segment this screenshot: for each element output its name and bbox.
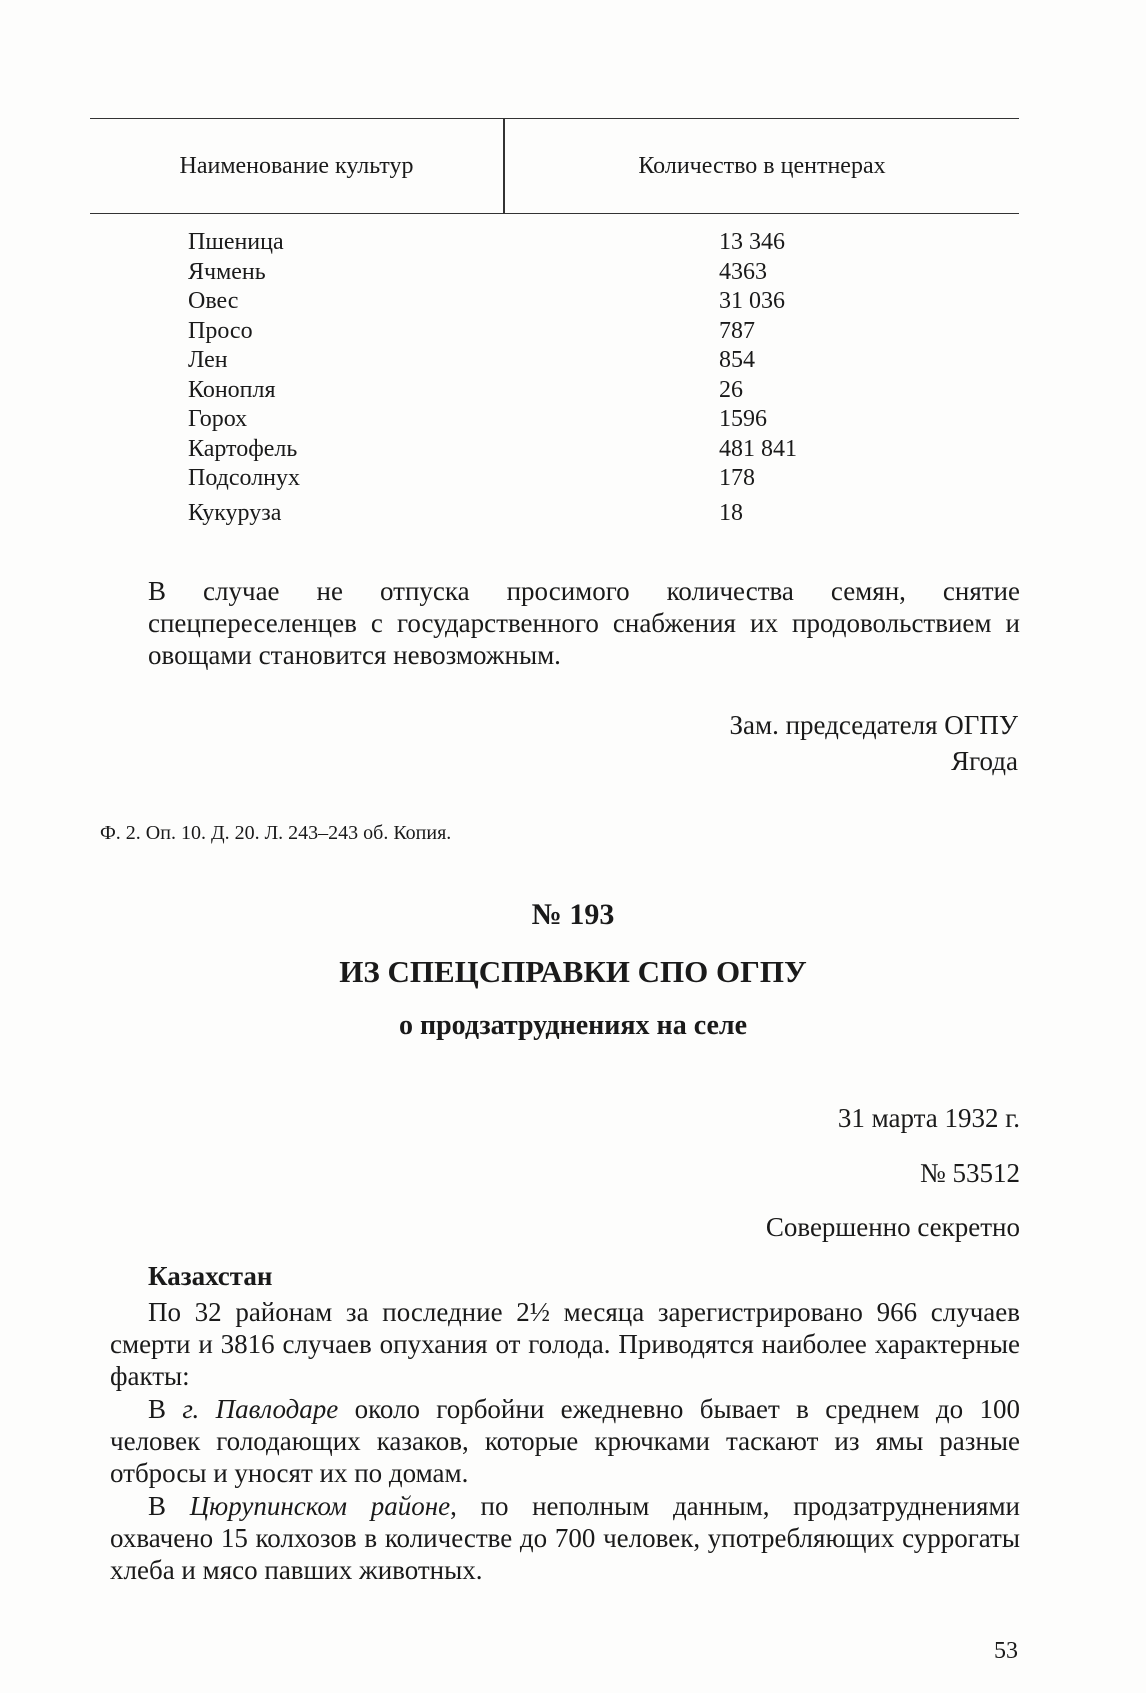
- crop-quantity: 787: [719, 317, 755, 344]
- crop-quantity: 13 346: [719, 229, 785, 255]
- closing-paragraph: В случае не отпуска просимого количества семян, снятие спецпереселенцев с государственного снабжения их продовольствием и овощами становится невозможным.: [148, 576, 1020, 670]
- crop-name: Пшеница: [188, 229, 284, 255]
- table-row: [90, 435, 1019, 465]
- place-name: Цюрупинском районе: [189, 1491, 451, 1521]
- table-row: [90, 405, 1019, 435]
- section-paragraph: [110, 1393, 1020, 1489]
- archive-reference: Ф. 2. Оп. 10. Д. 20. Л. 243–243 об. Копия.: [100, 822, 452, 844]
- table-row: [90, 376, 1019, 406]
- table-row: [90, 464, 1019, 494]
- crop-table: [90, 118, 1019, 526]
- section-heading: Казахстан: [148, 1261, 273, 1291]
- crop-quantity: 178: [719, 465, 755, 491]
- crop-quantity: 854: [719, 347, 755, 373]
- crop-name: Подсолнух: [188, 465, 301, 491]
- crop-quantity: 26: [719, 376, 743, 403]
- place-name: г. Павлодаре: [182, 1394, 339, 1424]
- document-date: 31 марта 1932 г.: [837, 1103, 1020, 1133]
- crop-quantity: 18: [719, 499, 743, 526]
- table-row: [90, 228, 1019, 258]
- document-title: ИЗ СПЕЦСПРАВКИ СПО ОГПУ: [339, 954, 807, 989]
- paragraph-text: , по неполным данным, продзатруднениями охвачено 15 колхозов в количестве до 700 человек, употребляющих суррогаты хлеба и мясо павших животных.: [110, 1491, 1020, 1585]
- crop-name: Конопля: [188, 376, 276, 403]
- signature-name: Ягода: [951, 746, 1018, 776]
- crop-quantity: 31 036: [719, 288, 785, 314]
- table-row: [90, 317, 1019, 347]
- signature-position: Зам. председателя ОГПУ: [729, 710, 1018, 740]
- crop-name: Лен: [188, 347, 228, 373]
- crop-quantity: 1596: [719, 406, 767, 432]
- header-quantity: Количество в центнерах: [638, 153, 886, 179]
- table-header: [90, 118, 1019, 214]
- paragraph-text: около горбойни ежедневно бывает в среднем до 100 человек голодающих казаков, которые крючками таскают из ямы разные отбросы и уносят их по домам.: [110, 1394, 1020, 1488]
- section-paragraph: По 32 районам за последние 2½ месяца зарегистрировано 966 случаев смерти и 3816 случаев опухания от голода. Приводятся наиболее характерные факты:: [110, 1297, 1020, 1391]
- paragraph-prefix: В: [148, 1394, 183, 1424]
- classification-label: Совершенно секретно: [765, 1212, 1020, 1242]
- document-number: № 193: [531, 898, 615, 931]
- table-row: [90, 258, 1019, 288]
- crop-name: Ячмень: [188, 258, 266, 285]
- section-paragraph: [110, 1490, 1020, 1586]
- header-crop-name: Наименование культур: [179, 153, 414, 179]
- crop-name: Овес: [188, 288, 239, 314]
- table-row: [90, 499, 1019, 529]
- crop-name: Кукуруза: [188, 499, 282, 526]
- document-reg-number: № 53512: [919, 1158, 1020, 1188]
- crop-quantity: 481 841: [719, 435, 797, 462]
- page-number: 53: [994, 1638, 1018, 1664]
- document-subtitle: о продзатруднениях на селе: [398, 1010, 748, 1041]
- crop-name: Горох: [188, 406, 248, 432]
- table-body: [90, 228, 1019, 528]
- crop-name: Картофель: [188, 435, 298, 462]
- table-row: [90, 287, 1019, 317]
- crop-name: Просо: [188, 317, 253, 344]
- table-row: [90, 346, 1019, 376]
- crop-quantity: 4363: [719, 258, 767, 285]
- paragraph-prefix: В: [148, 1491, 190, 1521]
